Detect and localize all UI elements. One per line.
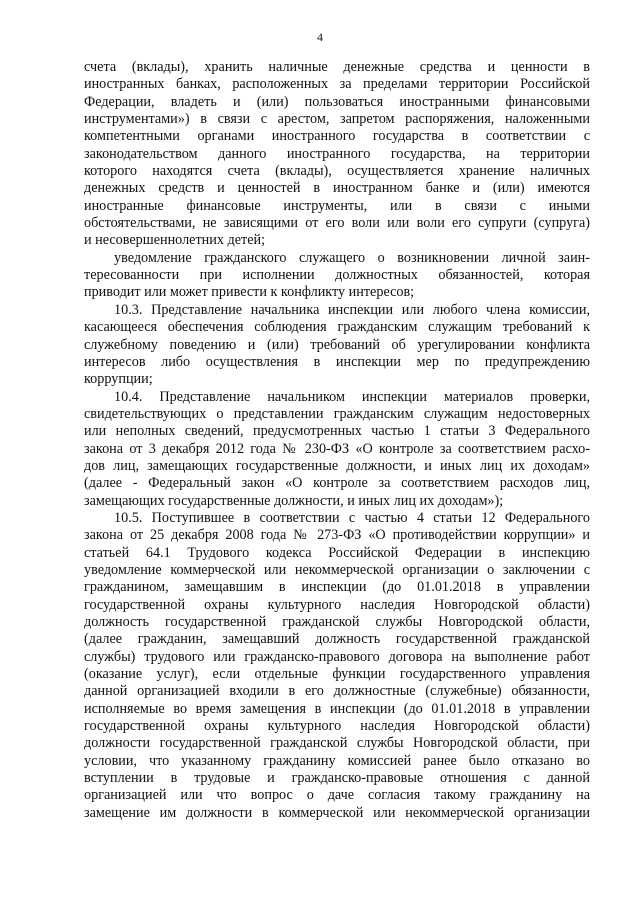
text-line: инструментами») в связи с арестом, запретом распоряжения, наложенными xyxy=(84,111,590,128)
text-line: замещающих государственные должности, и иных лиц их доходам»); xyxy=(84,492,504,509)
text-line: интересов либо осуществления в инспекции мер по предупреждению xyxy=(84,353,590,370)
page-number: 4 xyxy=(317,30,323,44)
text-line: или неполных сведений, предусмотренных частью 1 статьи 3 Федерального xyxy=(84,423,590,440)
text-line: статьей 64.1 Трудового кодекса Российской Федерации в инспекцию xyxy=(84,544,590,561)
text-line: Федерации, владеть и (или) пользоваться иностранными финансовыми xyxy=(84,93,590,110)
text-line: обстоятельствами, не зависящими от его воли или воли его супруги (супруга) xyxy=(84,215,590,232)
text-line: службы) трудового или гражданско-правового договора на выполнение работ xyxy=(84,648,590,665)
text-line: исполняемые во время замещения в инспекции (до 01.01.2018 в управлении xyxy=(84,700,590,717)
text-line: служебному поведению и (или) требований об урегулировании конфликта xyxy=(84,336,590,353)
text-line: свидетельствующих о представлении гражданским служащим недостоверных xyxy=(84,405,590,422)
text-line: 10.4. Представление начальником инспекции материалов проверки, xyxy=(114,388,590,405)
text-line: должность государственной гражданской службы Новгородской области, xyxy=(84,614,590,630)
text-line: условии, что указанному гражданину комиссией ранее было отказано во xyxy=(84,752,590,769)
text-line: тересованности при исполнении должностных обязанностей, которая xyxy=(84,267,590,284)
text-line: (далее - Федеральный закон «О контроле за соответствием расходов лиц, xyxy=(84,475,590,492)
text-line: 10.3. Представление начальника инспекции или любого члена комиссии, xyxy=(114,301,590,318)
text-line: компетентными органами иностранного государства в соответствии с xyxy=(84,128,590,145)
text-line: (оказание услуг), если отдельные функции государственного управления xyxy=(84,666,590,683)
text-line: вступлении в трудовые и гражданско-правовые отношения с данной xyxy=(84,770,590,787)
text-line: касающееся обеспечения соблюдения гражданским служащим требований к xyxy=(84,319,590,336)
text-line: должности государственной гражданской службы Новгородской области, при xyxy=(84,735,590,752)
text-line: счета (вклады), хранить наличные денежные средства и ценности в xyxy=(84,59,590,75)
text-line: денежных средств и ценностей в иностранном банке и (или) имеются xyxy=(84,180,590,197)
text-line: закона от 25 декабря 2008 года № 273-ФЗ «О противодействии коррупции» и xyxy=(84,527,590,544)
text-line: которого находятся счета (вклады), осуществляется хранение наличных xyxy=(84,163,590,180)
text-line: закона от 3 декабря 2012 года № 230-ФЗ «О контроле за соответствием расхо- xyxy=(84,440,590,457)
text-line: данной организацией входили в его должностные (служебные) обязанности, xyxy=(84,683,590,700)
text-line: приводит или может привести к конфликту интересов; xyxy=(84,284,415,301)
text-line: государственной охраны культурного наследия Новгородской области) xyxy=(84,596,590,613)
text-line: иностранных банках, расположенных за пределами территории Российской xyxy=(84,76,590,93)
text-line: замещение им должности в коммерческой или некоммерческой организации xyxy=(84,804,590,821)
text-line: законодательством данного иностранного государства, на территории xyxy=(84,145,590,162)
text-line: и несовершеннолетних детей; xyxy=(84,232,266,249)
text-line: уведомление гражданского служащего о возникновении личной заин- xyxy=(114,249,590,266)
body-text xyxy=(84,59,590,822)
text-line: коррупции; xyxy=(84,371,153,388)
text-line: организацией или что вопрос о даче согласия такому гражданину на xyxy=(84,787,590,804)
text-line: 10.5. Поступившее в соответствии с частью 4 статьи 12 Федерального xyxy=(114,509,590,526)
text-line: уведомление коммерческой или некоммерческой организации о заключении с xyxy=(84,561,590,578)
text-line: (далее гражданин, замещавший должность государственной гражданской xyxy=(84,631,590,648)
text-line: государственной охраны культурного наследия Новгородской области) xyxy=(84,718,590,735)
text-line: дов лиц, замещающих государственные должности, и иных лиц их доходам» xyxy=(84,457,590,474)
text-line: гражданином, замещавшим в инспекции (до 01.01.2018 в управлении xyxy=(84,579,590,596)
text-line: иностранные финансовые инструменты, или в связи с иными xyxy=(84,197,590,214)
